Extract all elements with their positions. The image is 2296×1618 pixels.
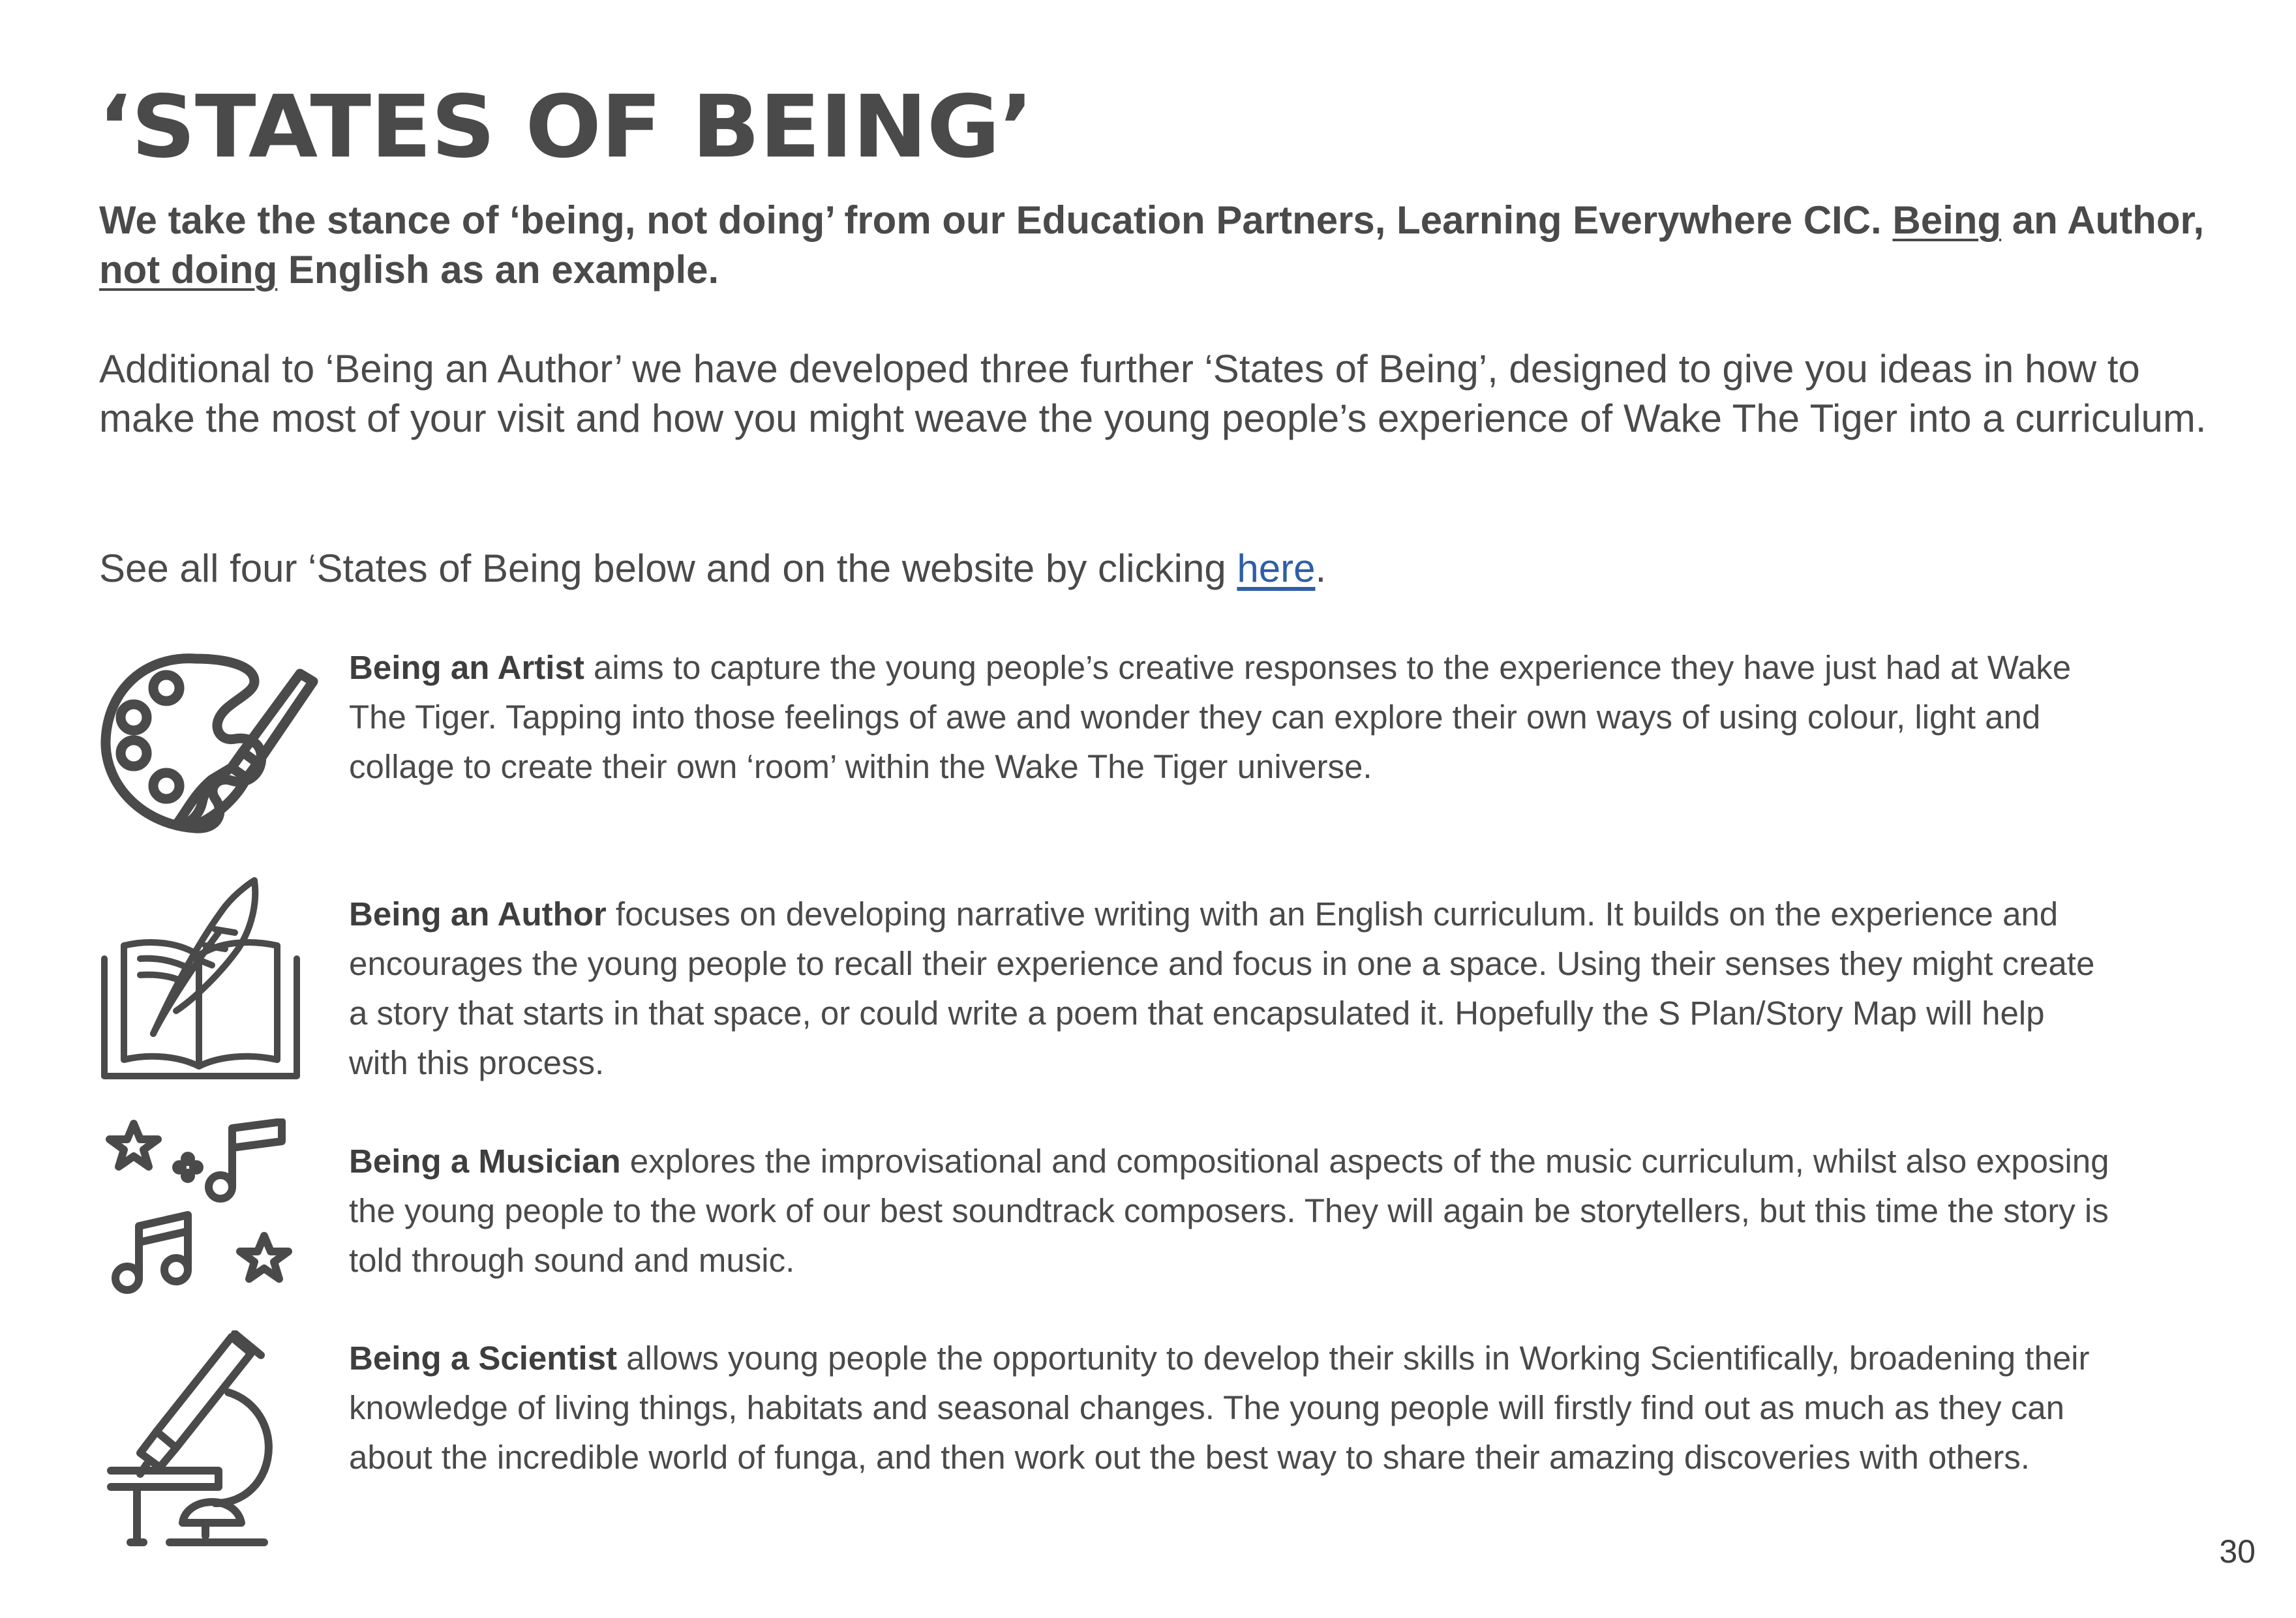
- state-artist-text: [349, 643, 2110, 792]
- state-artist-description: aims to capture the young people’s creative responses to the experience they have just had at Wake The Tiger. Tapping into those feelings of awe and wonder they can explore their own ways of using colour, light and collage to create their own ‘room’ within the Wake The Tiger universe.: [349, 649, 2072, 785]
- see-all-end: .: [1315, 547, 1327, 590]
- state-artist-name: Being an Artist: [349, 649, 584, 686]
- lead-being-word: Being: [1892, 198, 2002, 242]
- palette-brush-icon: [98, 642, 323, 838]
- state-author-name: Being an Author: [349, 895, 607, 933]
- lead-end: English as an example.: [277, 248, 719, 292]
- lead-not-doing: not doing: [99, 248, 278, 292]
- state-author-text: [349, 890, 2110, 1088]
- intro-paragraph: Additional to ‘Being an Author’ we have developed three further ‘States of Being’, designed to give you ideas in how to make the most of your visit and how you might weave the young people’s experience of Wake The Tiger into a curriculum.: [99, 347, 2207, 440]
- state-scientist-text: [349, 1334, 2110, 1482]
- music-notes-stars-icon: [104, 1118, 300, 1304]
- state-author-description: focuses on developing narrative writing with an English curriculum. It builds on the experience and encourages the young people to recall their experience and focus in one a space. Using their senses they might create a story that starts in that space, or could write a poem that encapsulated it. Hopefully the S Plan/Story Map will help with this process.: [349, 895, 2095, 1081]
- page-title: ‘STATES OF BEING’: [98, 77, 1033, 177]
- state-scientist-name: Being a Scientist: [349, 1340, 617, 1377]
- state-musician-description: explores the improvisational and compositional aspects of the music curriculum, whilst also exposing the young people to the work of our best soundtrack composers. They will again be storytellers, but this time the story is told through sound and music.: [349, 1143, 2109, 1279]
- state-musician-text: [349, 1137, 2110, 1285]
- page-number: 30: [2219, 1533, 2256, 1570]
- lead-line1: We take the stance of ‘being, not doing’ from our Education Partners, Learning Everywhere CIC.: [99, 198, 1893, 242]
- lead-paragraph: [99, 196, 2226, 295]
- book-quill-icon: [98, 867, 303, 1083]
- state-scientist-description: allows young people the opportunity to develop their skills in Working Scientifically, broadening their knowledge of living things, habitats and seasonal changes. The young people will firstly find out as much as they can about the incredible world of funga, and then work out the best way to share their amazing discoveries with others.: [349, 1340, 2090, 1476]
- see-all-paragraph: [99, 544, 2239, 593]
- microscope-icon: [104, 1330, 287, 1552]
- state-musician-name: Being a Musician: [349, 1143, 621, 1180]
- see-all-text: See all four ‘States of Being below and on the website by clicking: [99, 547, 1237, 590]
- here-link[interactable]: here: [1237, 547, 1316, 590]
- lead-mid: an Author,: [2001, 198, 2205, 242]
